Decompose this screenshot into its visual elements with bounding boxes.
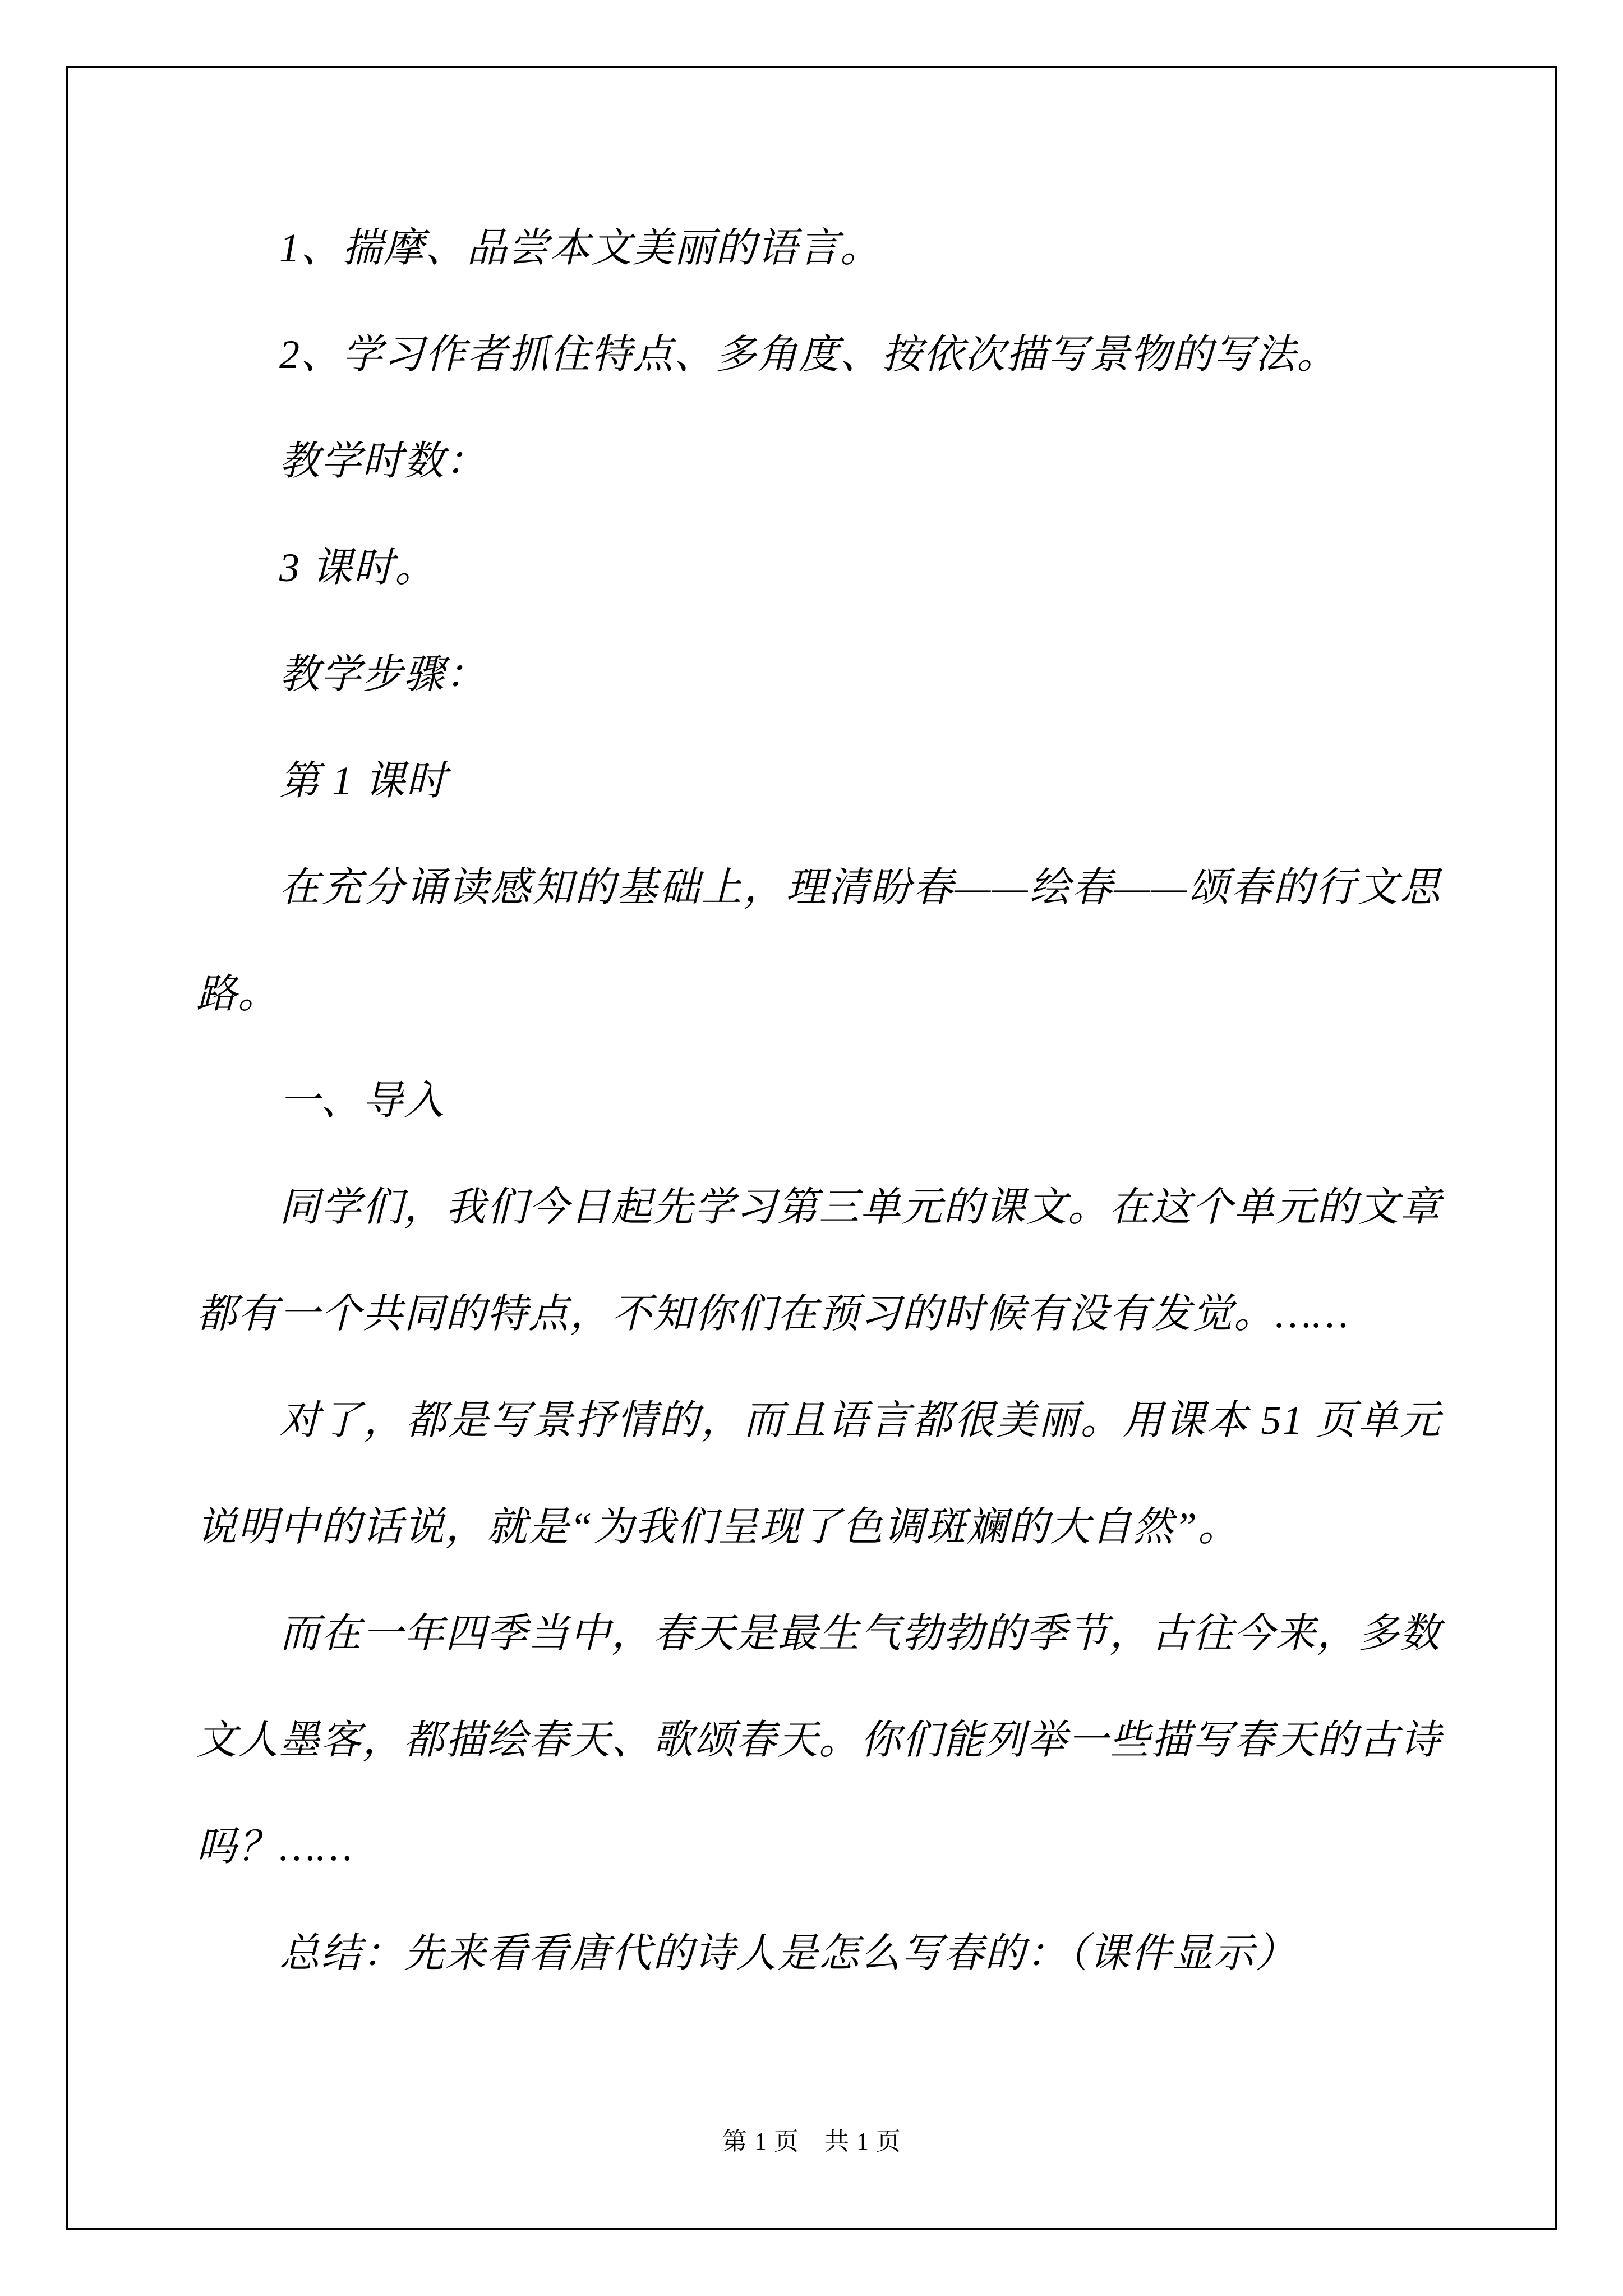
paragraph: 3 课时。 bbox=[279, 545, 437, 590]
paragraph: 第 1 课时 bbox=[279, 758, 448, 803]
page-footer bbox=[66, 2125, 1557, 2159]
paragraph: 而在一年四季当中，春天是最生气勃勃的季节，古往今来，多数文人墨客，都描绘春天、歌颂春天。你们能列举一些描写春天的古诗吗？…… bbox=[196, 1611, 1442, 1869]
paragraph: 2、学习作者抓住特点、多角度、按依次描写景物的写法。 bbox=[279, 332, 1339, 377]
page-number: 第 1 页 共 1 页 bbox=[722, 2128, 901, 2155]
paragraph: 对了，都是写景抒情的，而且语言都很美丽。用课本 51 页单元说明中的话说，就是“为我们呈现了色调斑斓的大自然”。 bbox=[196, 1398, 1441, 1549]
paragraph: 1、揣摩、品尝本文美丽的语言。 bbox=[279, 226, 882, 270]
paragraph: 教学步骤： bbox=[279, 652, 487, 697]
paragraph: 一、导入 bbox=[279, 1078, 446, 1123]
paragraph: 在充分诵读感知的基础上，理清盼春——绘春——颂春的行文思路。 bbox=[196, 865, 1441, 1016]
document-text bbox=[196, 195, 1441, 2007]
paragraph: 教学时数： bbox=[279, 439, 487, 484]
paragraph: 总结：先来看看唐代的诗人是怎么写春的：（课件显示） bbox=[279, 1931, 1297, 1976]
paragraph: 同学们，我们今日起先学习第三单元的课文。在这个单元的文章都有一个共同的特点，不知你们在预习的时候有没有发觉。…… bbox=[196, 1185, 1442, 1336]
